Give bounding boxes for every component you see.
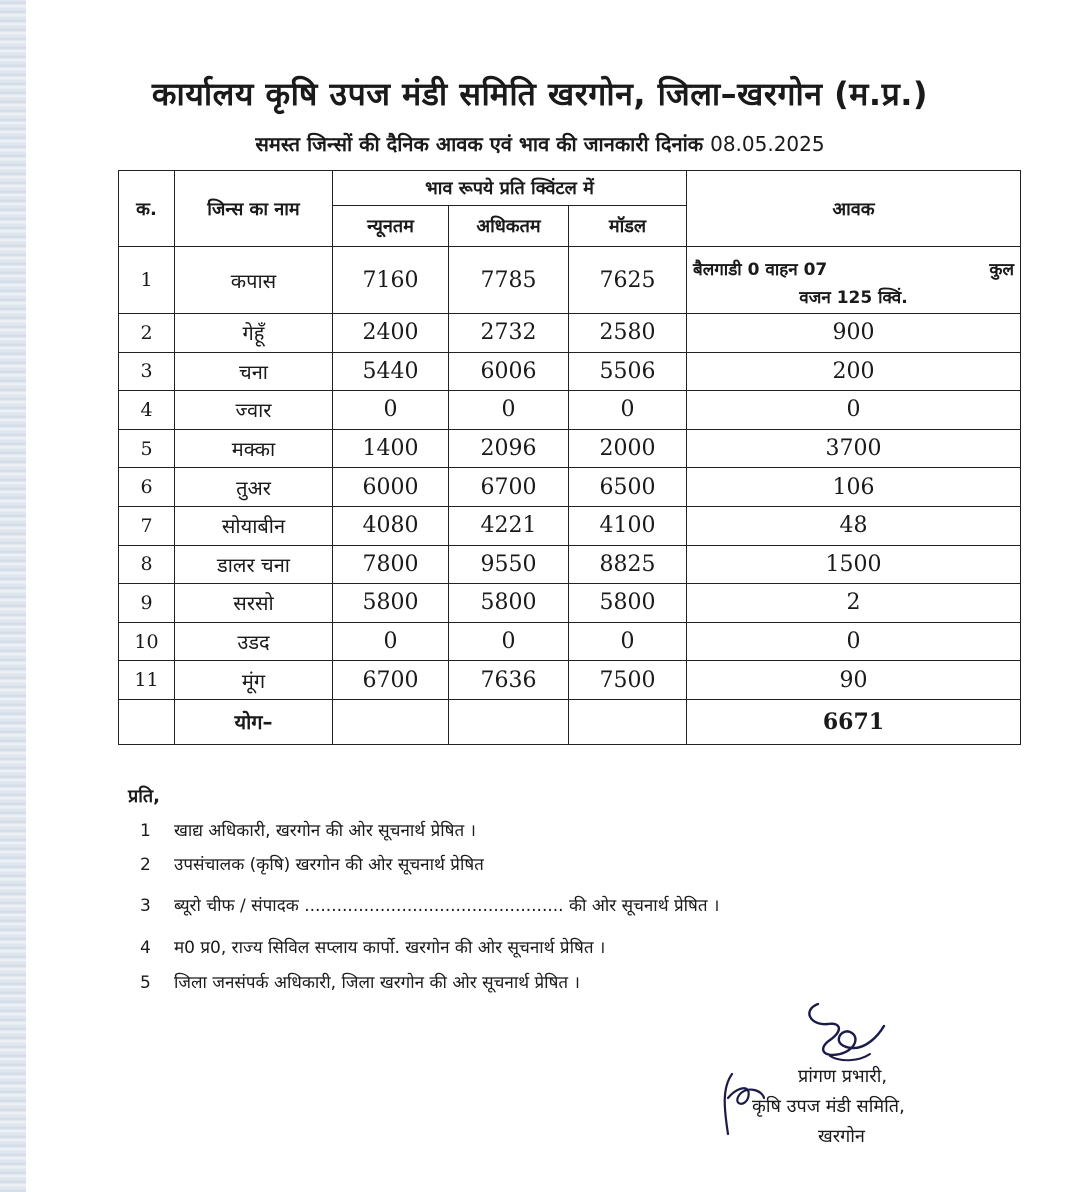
row-sn: 11 xyxy=(119,661,175,700)
table-row xyxy=(119,506,1021,545)
row-min: 6700 xyxy=(333,661,449,700)
row-max: 0 xyxy=(449,622,569,661)
row-model: 2580 xyxy=(569,314,687,353)
row-arrival: 90 xyxy=(687,661,1021,700)
row-arrival: 900 xyxy=(687,314,1021,353)
row-min: 1400 xyxy=(333,429,449,468)
row-commodity: गेहूँ xyxy=(175,314,333,353)
row-model: 0 xyxy=(569,391,687,430)
table-row xyxy=(119,429,1021,468)
signature-office: कृषि उपज मंडी समिति, xyxy=(752,1096,905,1117)
total-max-empty xyxy=(449,699,569,744)
row-max: 5800 xyxy=(449,584,569,623)
distribution-heading: प्रति, xyxy=(128,786,161,807)
header-min-price: न्यूनतम xyxy=(333,206,449,247)
row-arrival: 0 xyxy=(687,622,1021,661)
row-min: 7800 xyxy=(333,545,449,584)
signature-place: खरगोन xyxy=(818,1126,865,1147)
total-model-empty xyxy=(569,699,687,744)
table-row xyxy=(119,314,1021,353)
total-arrival: 6671 xyxy=(687,699,1021,744)
header-commodity-name: जिन्स का नाम xyxy=(175,171,333,247)
row-model: 0 xyxy=(569,622,687,661)
header-max-price: अधिकतम xyxy=(449,206,569,247)
row-min: 4080 xyxy=(333,506,449,545)
distribution-text: म0 प्र0, राज्य सिविल सप्लाय कार्पो. खरगोन की ओर सूचनार्थ प्रेषित । xyxy=(174,938,606,958)
row-min: 2400 xyxy=(333,314,449,353)
row-min: 5440 xyxy=(333,352,449,391)
row-commodity: कपास xyxy=(175,247,333,314)
row-sn: 4 xyxy=(119,391,175,430)
row-min: 7160 xyxy=(333,247,449,314)
row-model: 7625 xyxy=(569,247,687,314)
row-arrival: 106 xyxy=(687,468,1021,507)
row-arrival: 48 xyxy=(687,506,1021,545)
row-model: 4100 xyxy=(569,506,687,545)
row-sn: 9 xyxy=(119,584,175,623)
table-row xyxy=(119,545,1021,584)
row-max: 7785 xyxy=(449,247,569,314)
row-max: 7636 xyxy=(449,661,569,700)
header-arrival: आवक xyxy=(687,171,1021,247)
row-max: 0 xyxy=(449,391,569,430)
arrival-total-label: कुल xyxy=(989,260,1014,280)
distribution-text: खाद्य अधिकारी, खरगोन की ओर सूचनार्थ प्रेषित । xyxy=(174,821,477,841)
table-row xyxy=(119,468,1021,507)
row-commodity: सरसो xyxy=(175,584,333,623)
row-max: 6700 xyxy=(449,468,569,507)
table-row xyxy=(119,352,1021,391)
distribution-text: ब्यूरो चीफ / संपादक ................................................ की ओर सूचनार्थ प्रेषित । xyxy=(174,896,720,916)
row-max: 6006 xyxy=(449,352,569,391)
report-date: 08.05.2025 xyxy=(710,132,825,156)
row-min: 5800 xyxy=(333,584,449,623)
total-min-empty xyxy=(333,699,449,744)
row-arrival: 3700 xyxy=(687,429,1021,468)
table-row xyxy=(119,584,1021,623)
row-min: 0 xyxy=(333,391,449,430)
distribution-item xyxy=(140,970,580,993)
total-label: योग– xyxy=(175,699,333,744)
row-min: 0 xyxy=(333,622,449,661)
scan-edge-shadow xyxy=(0,0,26,1192)
row-arrival: 2 xyxy=(687,584,1021,623)
row-model: 6500 xyxy=(569,468,687,507)
row-commodity: सोयाबीन xyxy=(175,506,333,545)
row-model: 8825 xyxy=(569,545,687,584)
row-arrival: 0 xyxy=(687,391,1021,430)
distribution-item xyxy=(140,852,484,875)
subtitle-text: समस्त जिन्सों की दैनिक आवक एवं भाव की जानकारी दिनांक xyxy=(255,132,704,156)
distribution-item xyxy=(140,893,719,916)
arrival-vehicle-count: बैलगाडी 0 वाहन 07 xyxy=(693,260,828,280)
header-sn: क. xyxy=(119,171,175,247)
row-arrival: 1500 xyxy=(687,545,1021,584)
table-row xyxy=(119,391,1021,430)
row-commodity: डालर चना xyxy=(175,545,333,584)
commodity-price-table xyxy=(118,170,1021,745)
distribution-item xyxy=(140,818,476,841)
row-model: 5506 xyxy=(569,352,687,391)
row-max: 4221 xyxy=(449,506,569,545)
arrival-weight: वजन 125 क्विं. xyxy=(799,288,908,308)
row-sn: 5 xyxy=(119,429,175,468)
distribution-number: 5 xyxy=(140,973,151,993)
total-row xyxy=(119,699,1021,744)
distribution-number: 3 xyxy=(140,896,151,916)
row-min: 6000 xyxy=(333,468,449,507)
row-model: 7500 xyxy=(569,661,687,700)
row-commodity: मूंग xyxy=(175,661,333,700)
office-title: कार्यालय कृषि उपज मंडी समिति खरगोन, जिला–खरगोन (म.प्र.) xyxy=(151,75,929,113)
row-max: 2096 xyxy=(449,429,569,468)
row-sn: 3 xyxy=(119,352,175,391)
total-sn-empty xyxy=(119,699,175,744)
row-sn: 2 xyxy=(119,314,175,353)
header-model-price: मॉडल xyxy=(569,206,687,247)
row-sn: 1 xyxy=(119,247,175,314)
row-commodity: चना xyxy=(175,352,333,391)
row-max: 2732 xyxy=(449,314,569,353)
report-subtitle xyxy=(0,130,1080,157)
table-row xyxy=(119,661,1021,700)
row-commodity: उडद xyxy=(175,622,333,661)
row-commodity: मक्का xyxy=(175,429,333,468)
header-price-group: भाव रूपये प्रति क्विंटल में xyxy=(333,171,687,206)
row-model: 2000 xyxy=(569,429,687,468)
row-arrival: 200 xyxy=(687,352,1021,391)
distribution-text: जिला जनसंपर्क अधिकारी, जिला खरगोन की ओर सूचनार्थ प्रेषित । xyxy=(174,973,580,993)
distribution-number: 4 xyxy=(140,938,151,958)
signature-designation: प्रांगण प्रभारी, xyxy=(798,1066,888,1087)
distribution-text: उपसंचालक (कृषि) खरगोन की ओर सूचनार्थ प्रेषित xyxy=(174,855,484,875)
row-sn: 8 xyxy=(119,545,175,584)
row-sn: 7 xyxy=(119,506,175,545)
table-row xyxy=(119,622,1021,661)
row-model: 5800 xyxy=(569,584,687,623)
row-max: 9550 xyxy=(449,545,569,584)
distribution-number: 2 xyxy=(140,855,151,875)
row-sn: 6 xyxy=(119,468,175,507)
table-row xyxy=(119,247,1021,314)
row-commodity: ज्वार xyxy=(175,391,333,430)
row-arrival xyxy=(687,247,1021,314)
distribution-item xyxy=(140,935,605,958)
distribution-number: 1 xyxy=(140,821,151,841)
row-sn: 10 xyxy=(119,622,175,661)
row-commodity: तुअर xyxy=(175,468,333,507)
